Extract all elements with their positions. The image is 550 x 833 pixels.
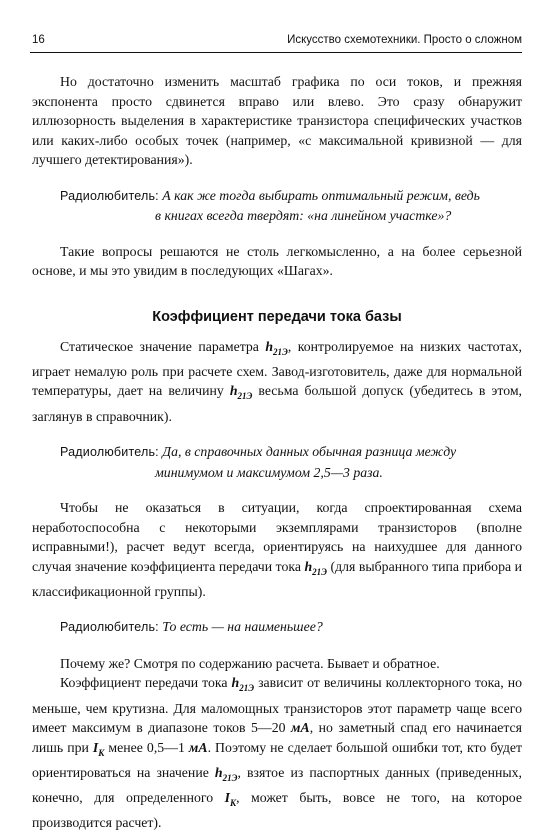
symbol-ik: $I_К$ (92, 739, 105, 758)
paragraph-text: весьма большой допуск (убедитесь в этом, заглянув в справочник). (32, 383, 523, 424)
paragraph-text: , контролируемое на низких частотах, играет немалую роль при расчете схем. Завод-изготовитель, даже для нормальной температуры, дает на величину (32, 338, 522, 399)
paragraph-worst-case (32, 498, 522, 601)
unit-ma: мА (291, 720, 310, 735)
speaker-label: Радиолюбитель: (60, 188, 159, 203)
paragraph-text: иллюзорность выделения в характеристике транзистора специфических участков или каких-либо особых точек (например, «с максимальной кривизной — для лучшего детектирования»). (32, 113, 522, 167)
symbol-ik: $I_К$ (224, 790, 237, 808)
paragraph-why: Почему же? Смотря по содержанию расчета. Бывает и обратное. (60, 655, 440, 671)
section-heading: Коэффициент передачи тока базы (152, 308, 402, 325)
paragraph-text: . Поэтому не сделает большой ошибки тот, кто будет ориентироваться на значение (32, 739, 523, 780)
header-rule (30, 52, 522, 53)
paragraph-static-value (32, 337, 522, 427)
speaker-label: Радиолюбитель: (60, 445, 159, 459)
dialog-text: А как же тогда выбирать оптимальный режим, ведь (162, 187, 480, 203)
unit-ma: мА (188, 739, 208, 755)
dialog-minimum (32, 617, 522, 638)
symbol-h21e: $h_{21Э}$ (231, 675, 255, 693)
paragraph-steps: Такие вопросы решаются не столь легкомысленно, а на более серьезной основе, и мы это увидим в последующих «Шагах». (32, 243, 522, 278)
paragraph-text: Коэффициент передачи тока (60, 675, 232, 691)
dialog-datasheet (32, 442, 522, 482)
paragraph-text: , но заметный спад его начинается лишь при (32, 720, 522, 755)
running-title: Искусство схемотехники. Просто о сложном (287, 34, 522, 46)
dialog-question-linear (32, 186, 522, 226)
paragraph-scale (32, 72, 522, 170)
dialog-text: То есть — на наименьшее? (162, 619, 323, 635)
symbol-h21e: $h_{21Э}$ (214, 764, 238, 783)
dialog-text: минимумом и максимумом 2,5—3 раза. (155, 464, 383, 480)
dialog-text: в книгах всегда твердят: «на линейном участке»? (155, 208, 452, 223)
symbol-h21e: $h_{21Э}$ (229, 383, 253, 401)
paragraph-text: (для выбранного типа прибора и классификационной группы). (32, 558, 522, 599)
paragraph-text: Чтобы не оказаться в ситуации, когда спроектированная схема неработоспособна с некоторыми экземплярами транзисторов (вполне исправными!), расчет ведут всегда, ориентируясь на наихудшее для данного случая значение коэффициента передачи тока (32, 500, 522, 574)
paragraph-text: экспонента просто сдвинется вправо или влево. Это сразу обнаружит (32, 93, 522, 109)
symbol-h21e: $h_{21Э}$ (304, 558, 328, 577)
paragraph-text: Статическое значение параметра (60, 338, 266, 354)
dialog-text: Да, в справочных данных обычная разница между (162, 444, 457, 459)
running-header (32, 32, 522, 50)
speaker-label: Радиолюбитель: (60, 620, 159, 635)
paragraph-text: , может быть, вовсе не того, на которое производится расчет). (32, 790, 522, 831)
page-number: 16 (32, 34, 45, 46)
paragraph-text: зависит от величины коллекторного тока, но меньше, чем крутизна. Для маломощных транзисторов этот параметр чаще всего имеет максимум в диапазоне токов 5—20 (32, 675, 522, 735)
paragraph-text: Но достаточно изменить масштаб графика по оси токов, и прежняя (60, 74, 522, 89)
paragraph-text: , взятое из паспортных данных (приведенных, конечно, для определенного (32, 764, 522, 805)
symbol-h21e: $h_{21Э}$ (265, 338, 288, 357)
paragraph-current-gain (32, 673, 522, 833)
page-body (32, 72, 522, 833)
paragraph-text: менее 0,5—1 (104, 739, 189, 755)
